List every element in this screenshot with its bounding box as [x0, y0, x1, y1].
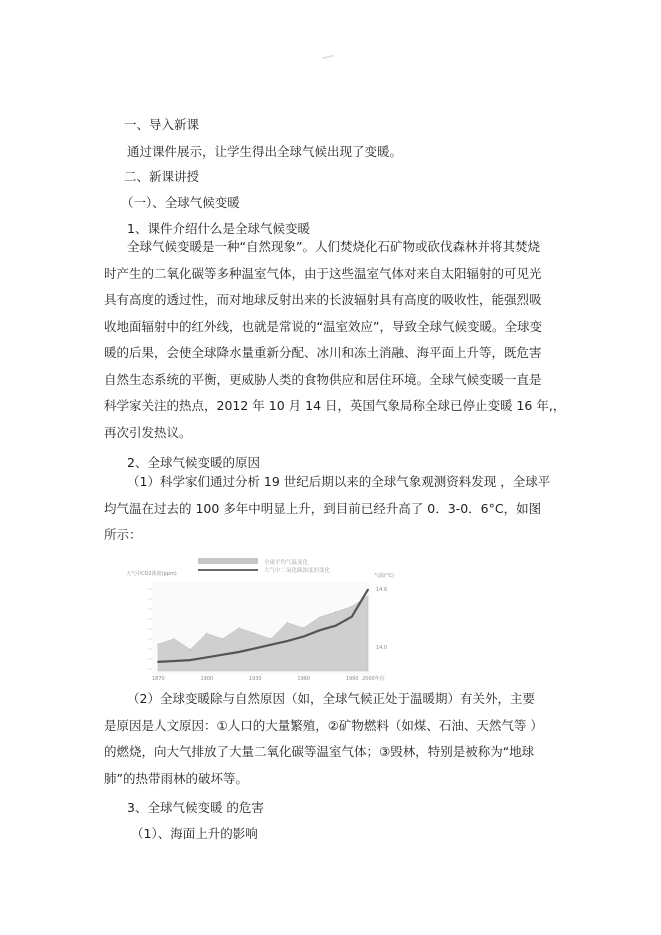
legend-swatch-temperature — [198, 558, 258, 564]
x-tick-label: 1960 — [297, 676, 311, 682]
paragraph-line: 再次引发热议。 — [104, 424, 192, 440]
co2-point — [189, 659, 191, 661]
co2-point — [351, 616, 353, 618]
co2-point — [254, 648, 256, 650]
paragraph-line: 科学家关注的热点，2012 年 10 月 14 日，英国气象局称全球已停止变暖 16 年,， — [104, 398, 566, 413]
co2-point — [367, 589, 369, 591]
temperature-point — [287, 622, 288, 623]
temperature-point — [367, 595, 368, 596]
heading-subsection-3: 3、全球气候变暖 的危害 — [127, 800, 264, 815]
heading-subsection-1: 1、课件介绍什么是全球气候变暖 — [127, 221, 310, 236]
temperature-point — [319, 617, 320, 618]
co2-point — [173, 660, 175, 662]
paragraph-line: 的燃烧，向大气排放了大量二氧化碳等温室气体；③毁林，特别是被称为“地球 — [104, 744, 535, 759]
co2-point — [286, 640, 288, 642]
heading-sea-level: （1）、海面上升的影响 — [131, 826, 258, 841]
co2-point — [238, 651, 240, 653]
co2-point — [335, 625, 337, 627]
co2-point — [157, 661, 159, 663]
paragraph-line: 均气温在过去的 100 多年中明显上升，到目前已经升高了 0．3-0．6°C，如图 — [104, 500, 542, 516]
heading-section-1: （一）、全球气候变暖 — [121, 195, 240, 210]
temperature-point — [335, 611, 336, 612]
paragraph-line: （2）全球变暖除与自然原因（如，全球气候正处于温暖期）有关外，主要 — [127, 691, 535, 706]
co2-point — [319, 629, 321, 631]
paragraph-line: 自然生态系统的平衡，更威胁人类的食物供应和居住环境。全球气候变暖一直是 — [104, 371, 542, 387]
x-tick-label: 1870 — [152, 676, 165, 682]
temperature-point — [254, 633, 255, 634]
paragraph-causes-1 — [104, 469, 550, 549]
chart-canvas — [124, 557, 394, 682]
paragraph-line: （1）科学家们通过分析 19 世纪后期以来的全球气象观测资料发现 ，全球平 — [127, 474, 551, 489]
intro-paragraph: 通过课件展示，让学生得出全球气候出现了变暖。 — [127, 144, 403, 159]
scan-mark — [322, 55, 334, 59]
temperature-point — [190, 649, 191, 650]
legend-label-co2: 大气中二氧化碳浓度的变化 — [264, 568, 331, 574]
x-tick-label: 1900 — [200, 676, 214, 682]
heading-new-lesson: 二、新课讲授 — [124, 169, 200, 184]
co2-point — [270, 644, 272, 646]
legend-label-temperature: 全球平均气温变化 — [264, 560, 309, 566]
heading-lead-in: 一、导入新课 — [124, 117, 200, 132]
co2-point — [206, 657, 208, 659]
temperature-point — [206, 633, 207, 634]
temperature-point — [238, 627, 239, 628]
co2-point — [303, 636, 305, 638]
temperature-point — [222, 638, 223, 639]
paragraph-causes-2 — [104, 686, 543, 792]
temperature-point — [303, 627, 304, 628]
temperature-point — [271, 638, 272, 639]
heading-subsection-2: 2、全球气候变暖的原因 — [127, 455, 260, 470]
paragraph-line: 是原因是人文原因：①人口的大量繁殖，②矿物燃料（如煤、石油、天然气等 ） — [104, 717, 543, 733]
right-tick-label: 14.0 — [376, 645, 388, 651]
right-axis-label: 气温(°C) — [374, 573, 394, 579]
paragraph-line: 所示： — [104, 527, 142, 542]
temperature-point — [174, 638, 175, 639]
right-tick-label: 14.6 — [376, 587, 388, 593]
x-tick-label: 1930 — [248, 676, 262, 682]
temperature-point — [351, 606, 352, 607]
paragraph-line: 全球气候变暖是一种“自然现象”。人们焚烧化石矿物或砍伐森林并将其焚烧 — [127, 239, 540, 254]
paragraph-line: 收地面辐射中的红外线，也就是常说的“温室效应”，导致全球气候变暖。全球变 — [104, 318, 542, 334]
paragraph-line: 时产生的二氧化碳等多种温室气体，由于这些温室气体对来自太阳辐射的可见光 — [104, 265, 542, 281]
paragraph-warming-definition — [104, 234, 565, 446]
co2-point — [222, 654, 224, 656]
temperature-point — [157, 644, 158, 645]
paragraph-line: 肺”的热带雨林的破坏等。 — [104, 770, 248, 786]
x-tick-label: 1990 — [345, 676, 359, 682]
paragraph-line: 暖的后果，会使全球降水量重新分配、冰川和冻土消融、海平面上升等，既危害 — [104, 345, 542, 360]
x-tick-label: 2000年份 — [362, 676, 385, 682]
paragraph-line: 具有高度的透过性，而对地球反射出来的长波辐射具有高度的吸收性，能强烈吸 — [104, 292, 542, 307]
left-axis-label: 大气中CO2浓度(ppm) — [126, 571, 177, 577]
temperature-co2-chart — [124, 557, 394, 682]
